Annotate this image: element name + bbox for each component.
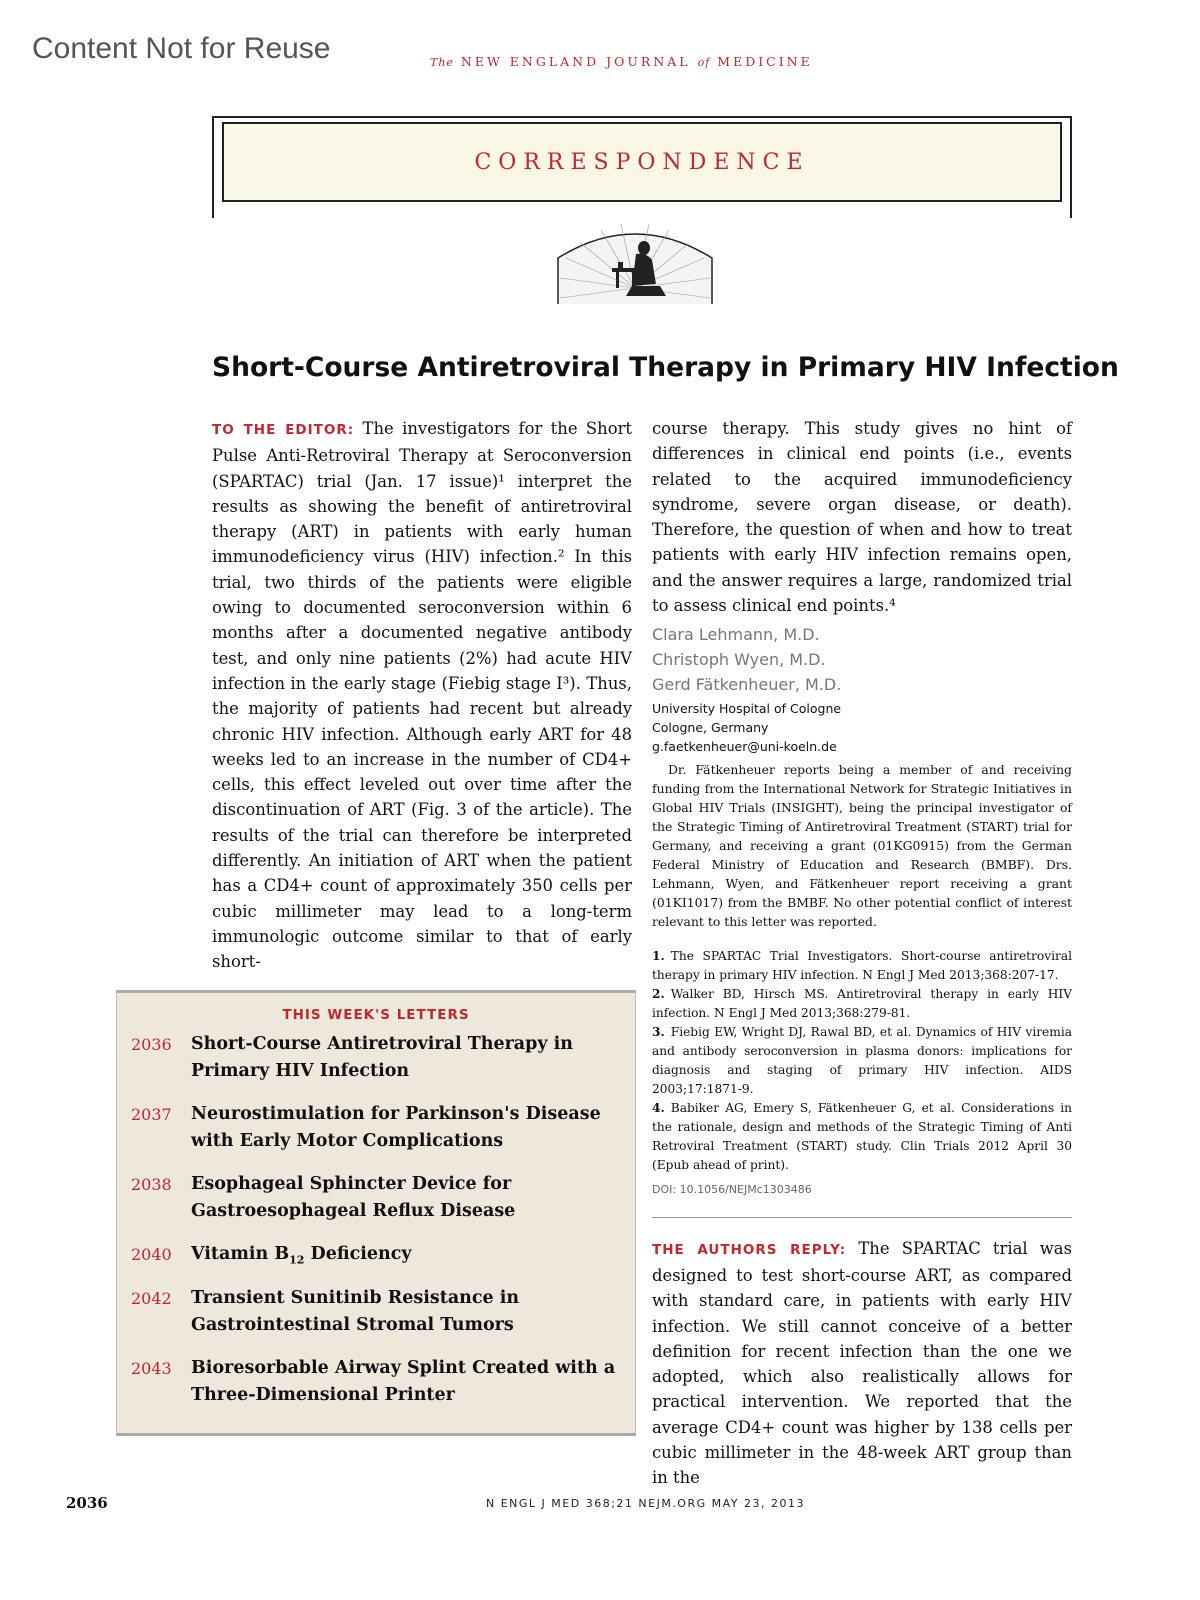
- letters-list-item: [131, 1171, 627, 1225]
- article-title: Short-Course Antiretroviral Therapy in Primary HIV Infection: [212, 352, 1119, 383]
- letters-list-item: [131, 1355, 627, 1409]
- scribe-emblem-icon: [556, 218, 714, 304]
- author-list: [652, 622, 1072, 697]
- affiliation-location: Cologne, Germany: [652, 720, 769, 736]
- reference-number: 4.: [652, 1101, 665, 1116]
- letter-column-left: [212, 416, 632, 975]
- author-name: Gerd Fätkenheuer, M.D.: [652, 675, 842, 695]
- journal-of: of: [697, 56, 711, 69]
- journal-name-part2: MEDICINE: [717, 54, 813, 69]
- letter-page-number: 2037: [131, 1105, 172, 1124]
- letter-title: Neurostimulation for Parkinson's Disease with Early Motor Complications: [191, 1104, 601, 1151]
- reference-number: 1.: [652, 949, 665, 964]
- page-number: 2036: [66, 1494, 108, 1512]
- letter-title: [191, 1241, 627, 1274]
- letter-page-number: 2040: [131, 1245, 172, 1264]
- section-banner: [222, 122, 1062, 202]
- letters-heading: THIS WEEK'S LETTERS: [282, 1007, 470, 1023]
- letter-title: Bioresorbable Airway Splint Created with a Three-Dimensional Printer: [191, 1358, 616, 1405]
- journal-prefix: The: [430, 56, 454, 69]
- affiliation: [652, 699, 1072, 756]
- letter-body-left: The investigators for the Short Pulse Anti-Retroviral Therapy at Seroconversion (SPARTAC) trial (Jan. 17 issue)¹ interpret the results as showing the benefit of antiretroviral therapy (ART) in patients with early human immunodeficiency virus (HIV) infection.² In this trial, two thirds of the patients were eligible owing to documented seroconversion within 6 months after a documented negative antibody test, and only nine patients (2%) had acute HIV infection in the early stage (Fiebig stage I³). Thus, the majority of patients had recent but already chronic HIV infection. Although early ART for 48 weeks led to an increase in the number of CD4+ cells, this effect leveled out over time after the discontinuation of ART (Fig. 3 of the article). The results of the trial can therefore be interpreted differently. An initiation of ART when the patient has a CD4+ count of approximately 350 cells per cubic millimeter may lead to a long-term immunologic outcome similar to that of early short-: [212, 419, 632, 972]
- letter-body-right: course therapy. This study gives no hint of differences in clinical end points (i.e., events related to the acquired immunodeficiency syndrome, severe organ disease, or death). Therefore, the question of when and how to treat patients with early HIV infection remains open, and the answer requires a large, randomized trial to assess clinical end points.⁴: [652, 419, 1072, 616]
- reference-number: 3.: [652, 1025, 665, 1040]
- reference-text: The SPARTAC Trial Investigators. Short-course antiretroviral therapy in primary HIV infection. N Engl J Med 2013;368:207-17.: [652, 949, 1072, 983]
- section-divider: [652, 1217, 1072, 1218]
- reference-item: [652, 1023, 1072, 1099]
- journal-header: [430, 54, 813, 69]
- reference-text: Fiebig EW, Wright DJ, Rawal BD, et al. Dynamics of HIV viremia and antibody seroconversion in plasma donors: implications for diagnosis and staging of primary HIV infection. AIDS 2003;17:1871-9.: [652, 1025, 1072, 1097]
- journal-name-part1: NEW ENGLAND JOURNAL: [460, 54, 691, 69]
- letter-title-pre: Vitamin B: [191, 1244, 290, 1264]
- reference-item: [652, 985, 1072, 1023]
- citation-footer: N ENGL J MED 368;21 NEJM.ORG MAY 23, 2013: [486, 1497, 805, 1510]
- letter-page-number: 2043: [131, 1359, 172, 1378]
- letter-page-number: 2036: [131, 1035, 172, 1054]
- watermark: Content Not for Reuse: [32, 32, 331, 65]
- disclosure: Dr. Fätkenheuer reports being a member of and receiving funding from the International Network for Strategic Initiatives in Global HIV Trials (INSIGHT), being the principal investigator of the Strategic Timing of Antiretroviral Treatment (START) trial for Germany, and receiving a grant (01KG0915) from the German Federal Ministry of Education and Research (BMBF). Drs. Lehmann, Wyen, and Fätkenheuer report receiving a grant (01KI1017) from the BMBF. No other potential conflict of interest relevant to this letter was reported.: [652, 762, 1072, 930]
- author-name: Christoph Wyen, M.D.: [652, 650, 826, 670]
- letter-column-right: [652, 416, 1072, 1491]
- letters-list-item: [131, 1285, 627, 1339]
- this-weeks-letters-box: [116, 990, 636, 1436]
- reference-list: [652, 947, 1072, 1175]
- reference-item: [652, 947, 1072, 985]
- letter-title-subscript: 12: [289, 1253, 305, 1267]
- letter-title: Esophageal Sphincter Device for Gastroesophageal Reflux Disease: [191, 1174, 516, 1221]
- letters-list-item: [131, 1101, 627, 1155]
- reference-text: Babiker AG, Emery S, Fätkenheuer G, et al. Considerations in the rationale, design and methods of the Strategic Timing of Anti Retroviral Treatment (START) study. Clin Trials 2012 April 30 (Epub ahead of print).: [652, 1101, 1072, 1173]
- letter-title: Short-Course Antiretroviral Therapy in Primary HIV Infection: [191, 1034, 574, 1081]
- affiliation-email: g.faetkenheuer@uni-koeln.de: [652, 739, 837, 755]
- author-name: Clara Lehmann, M.D.: [652, 625, 820, 645]
- letter-title: Transient Sunitinib Resistance in Gastrointestinal Stromal Tumors: [191, 1288, 520, 1335]
- letter-title-post: Deficiency: [304, 1244, 412, 1264]
- reply-lead: THE AUTHORS REPLY:: [652, 1241, 847, 1258]
- letter-lead: TO THE EDITOR:: [212, 422, 355, 438]
- letters-list-item: [131, 1241, 627, 1274]
- reference-number: 2.: [652, 987, 665, 1002]
- reference-text: Walker BD, Hirsch MS. Antiretroviral therapy in early HIV infection. N Engl J Med 2013;368:279-81.: [652, 987, 1072, 1021]
- letters-list-item: [131, 1031, 627, 1085]
- reference-item: [652, 1099, 1072, 1175]
- authors-reply: [652, 1236, 1072, 1491]
- affiliation-institution: University Hospital of Cologne: [652, 701, 842, 717]
- reply-body: The SPARTAC trial was designed to test short-course ART, as compared with standard care, in patients with early HIV infection. We still cannot conceive of a better definition for recent infection than the one we adopted, which also realistically allows for practical intervention. We reported that the average CD4+ count was higher by 138 cells per cubic millimeter in the 48-week ART group than in the: [652, 1238, 1072, 1488]
- doi: DOI: 10.1056/NEJMc1303486: [652, 1183, 812, 1197]
- letter-page-number: 2038: [131, 1175, 172, 1194]
- letter-page-number: 2042: [131, 1289, 172, 1308]
- section-title: CORRESPONDENCE: [474, 149, 810, 175]
